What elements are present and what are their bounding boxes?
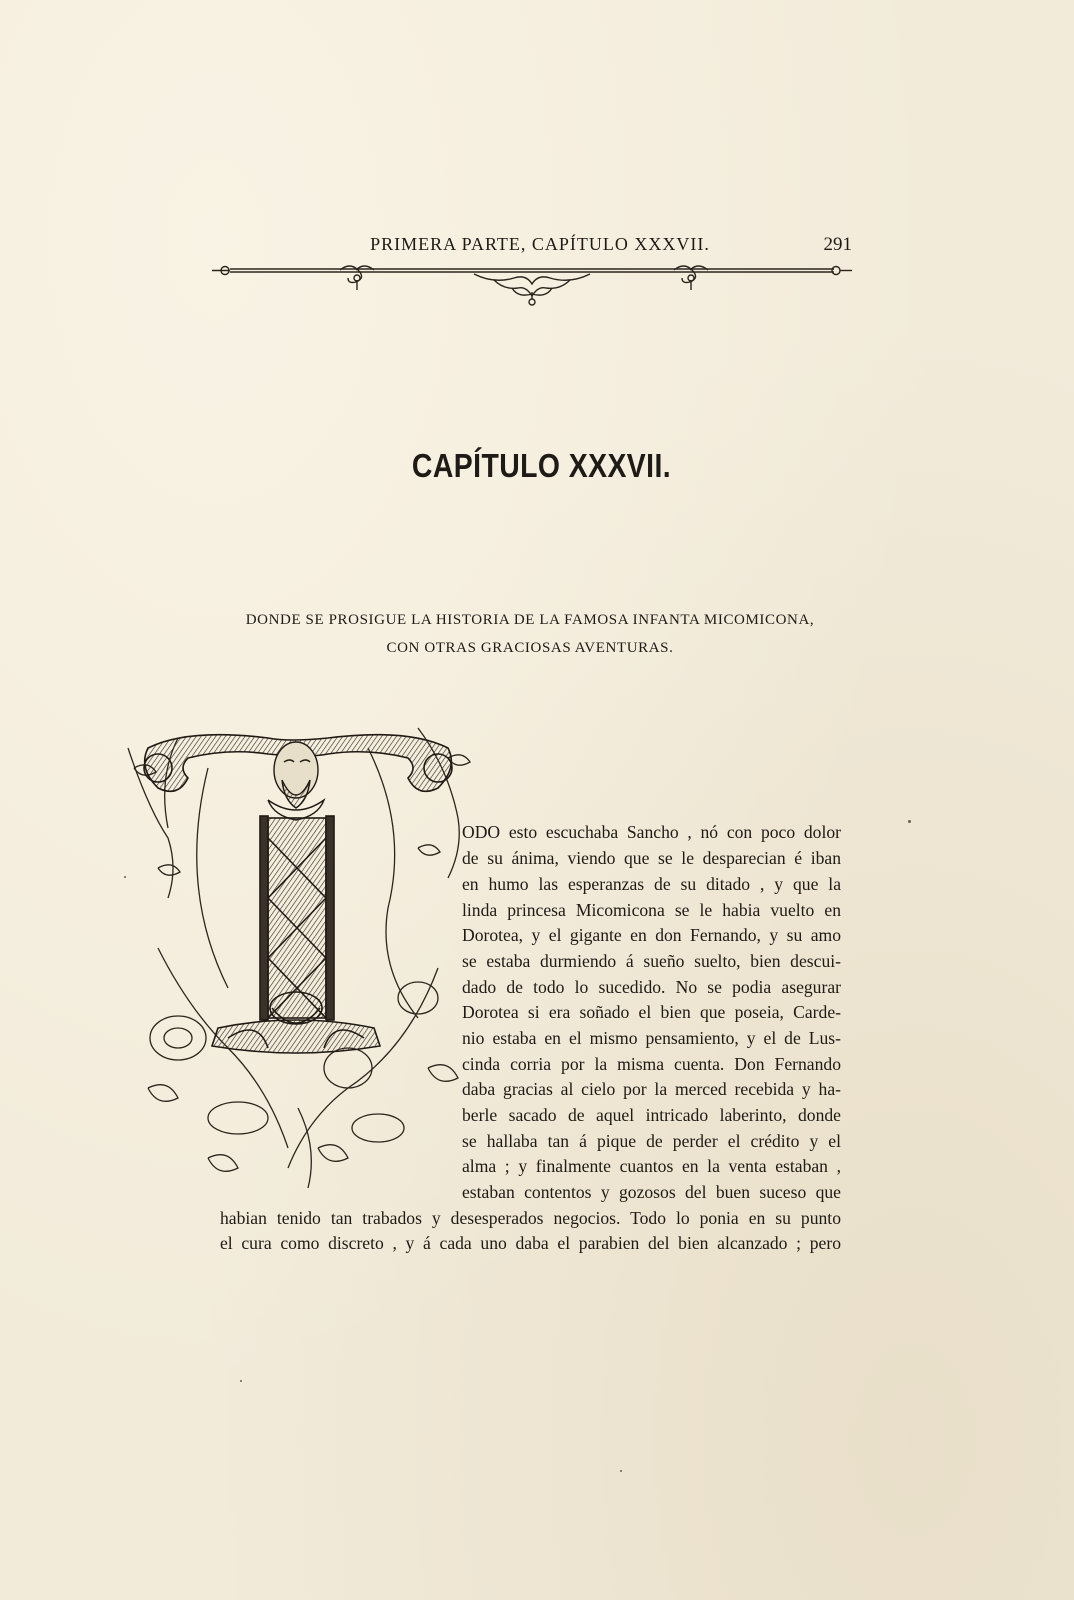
body-line: dado de todo lo sucedido. No se podia asegurar [462,977,841,997]
running-head [220,234,860,260]
chapter-title: CAPÍTULO XXXVII. [411,447,672,484]
ornamental-rule-icon [212,262,852,312]
body-line: ODO esto escuchaba Sancho , nó con poco dolor [462,822,841,842]
body-line: berle sacado de aquel intricado laberinto, donde [462,1105,841,1125]
subtitle-line: DONDE SE PROSIGUE LA HISTORIA DE LA FAMOSA INFANTA MICOMICONA, [245,612,815,628]
body-line: Dorotea si era soñado el bien que poseia, Carde- [462,1002,841,1022]
page-number: 291 [823,234,852,255]
body-line: se hallaba tan á pique de perder el crédito y el [462,1131,841,1151]
body-line: cinda corria por la misma cuenta. Don Fernando [462,1054,841,1074]
subtitle-line: CON OTRAS GRACIOSAS AVENTURAS. [386,640,674,656]
body-line: nio estaba en el mismo pensamiento, y el de Lus- [462,1028,841,1048]
ornamental-initial-t-icon [118,708,480,1200]
body-line: en humo las esperanzas de su ditado , y que la [462,874,841,894]
body-line: se estaba durmiendo á sueño suelto, bien descui- [462,951,841,971]
paper-speck [620,1470,622,1472]
body-line: habian tenido tan trabados y desesperados negocios. Todo lo ponia en su punto [220,1208,841,1228]
chapter-subtitle [200,606,860,662]
paper-speck [124,876,126,878]
body-line: estaban contentos y gozosos del buen suceso que [462,1182,841,1202]
body-line: daba gracias al cielo por la merced recebida y ha- [462,1079,841,1099]
body-line: de su ánima, viendo que se le desparecian é iban [462,848,841,868]
paper-speck [908,820,911,823]
running-head-title: PRIMERA PARTE, CAPÍTULO XXXVII. [370,234,710,254]
body-line: Dorotea, y el gigante en don Fernando, y su amo [462,925,841,945]
body-line: linda princesa Micomicona se le habia vuelto en [462,900,841,920]
body-line: el cura como discreto , y á cada uno daba el parabien del bien alcanzado ; pero [220,1233,841,1253]
paper-speck [240,1380,242,1382]
body-line: alma ; y finalmente cuantos en la venta estaban , [462,1156,841,1176]
